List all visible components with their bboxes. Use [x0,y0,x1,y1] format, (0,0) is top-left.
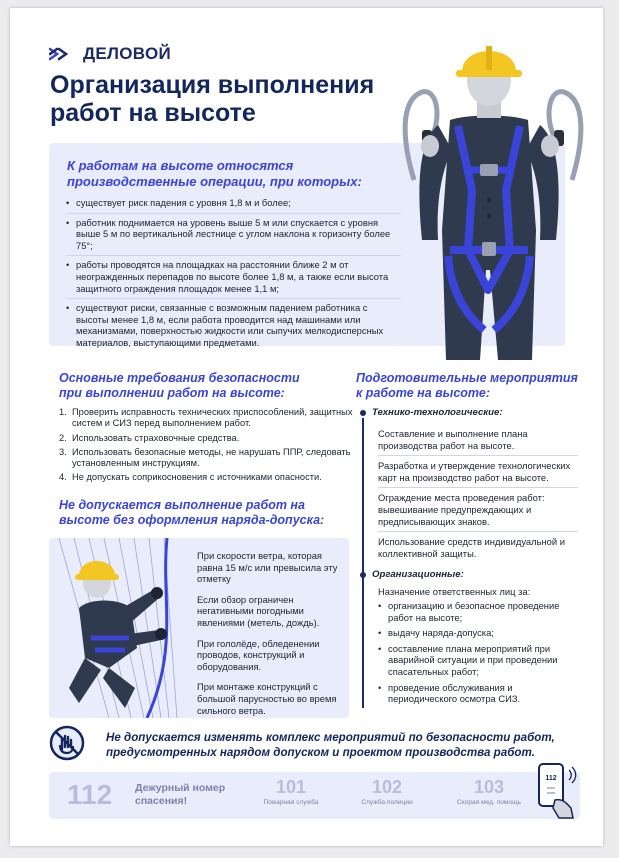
list-item: 3. Использовать безопасные методы, не нарушать ППР, следовать установленным инструкциям. [59,446,351,469]
list-item: При монтаже конструкций с большой парусностью во время сильного ветра. [197,681,337,716]
list-item: При гололёде, обледенении проводов, конструкций и оборудования. [197,637,320,672]
phone-icon [533,760,579,820]
emergency-footer [49,772,580,819]
phone-screen-text: 112 [545,775,557,782]
brand-logo [49,44,171,64]
list-item: • проведение обслуживания и периодического осмотра СИЗ. [378,681,521,705]
warning-text: Не допускается изменять комплекс мероприятий по безопасности работ, предусмотренных нарядом допуском и проектом производства работ. [106,731,555,759]
main-emergency-label: Дежурный номер спасения! [135,782,226,807]
organizational-intro: Назначение ответственных лиц за: [378,586,531,597]
permit-list [197,550,347,725]
list-item: Ограждение места проведения работ: вывешивание предупреждающих и предписывающих знаков. [378,492,578,532]
intro-title: К работам на высоте относятся производственные операции, при которых: [67,158,362,189]
timeline-line [362,418,364,708]
service-ambulance: 103 Скорая мед. помощь [457,777,521,806]
list-item: При скорости ветра, которая равна 15 м/с или превысила эту отметку [197,550,338,585]
technical-heading: Технико-технологические: [372,407,503,418]
list-item: • выдачу наряда-допуска; [378,627,494,639]
requirements-list [59,407,359,487]
organizational-list [378,600,583,709]
main-emergency-number: 112 [67,779,113,810]
page-title: Организация выполнения работ на высоте [50,71,375,127]
service-fire: 101 Пожарная служба [263,777,319,806]
timeline-dot [360,572,366,578]
list-item: • составление плана мероприятий при аварийной ситуации и при проведении спасательных работ; [378,642,558,677]
brand-mark-icon [49,47,79,61]
requirements-title: Основные требования безопасности при выполнении работ на высоте: [59,371,300,400]
permit-title: Не допускается выполнение работ на высоте без оформления наряда-допуска: [59,498,325,527]
list-item: 1. Проверить исправность технических приспособлений, защитных систем и СИЗ перед выполнением работ. [59,407,353,429]
timeline-dot [360,410,366,416]
intro-list [66,197,401,353]
service-police: 102 Служба полиции [361,777,413,806]
brand-name: ДЕЛОВОЙ [83,44,171,63]
list-item: 2. Использовать страховочные средства. [59,432,240,443]
list-item: • существует риск падения с уровня 1,8 м и более; [66,197,291,208]
list-item: 4. Не допускать соприкосновения с источниками опасности. [59,472,322,483]
poster [10,8,603,846]
warning-banner [49,723,589,763]
no-hand-icon [49,725,85,761]
list-item: • существуют риски, связанные с возможным падением работника с высоты менее 1,8 м, если работа проводится над машинами или механизмами, поверхностью жидкости или сыпучих мелкодисперсных материалов, выступающими предметами. [66,298,401,348]
list-item: • работник поднимается на уровень выше 5 м или спускается с уровня выше 5 м по вертикальной лестнице с углом наклона к горизонту более 75°; [66,213,401,252]
list-item: Если обзор ограничен негативными погодными явлениями (метель, дождь). [197,593,320,628]
list-item: • организацию и безопасное проведение работ на высоте; [378,600,560,623]
list-item: Составление и выполнение плана производства работ на высоте. [378,428,578,456]
climber-illustration [49,538,199,718]
list-item: • работы проводятся на площадках на расстоянии ближе 2 м от неогражденных перепадов по высоте более 1,8 м, а также если высота защитного ограждения площадок менее 1,1 м; [66,255,401,294]
list-item: Разработка и утверждение технологических карт на производство работ на высоте. [378,460,578,488]
technical-list [378,428,578,567]
preparation-title: Подготовительные мероприятия к работе на высоте: [356,371,578,400]
list-item: Использование средств индивидуальной и коллективной защиты. [378,536,565,559]
organizational-heading: Организационные: [372,569,464,580]
worker-harness-illustration [372,30,603,360]
